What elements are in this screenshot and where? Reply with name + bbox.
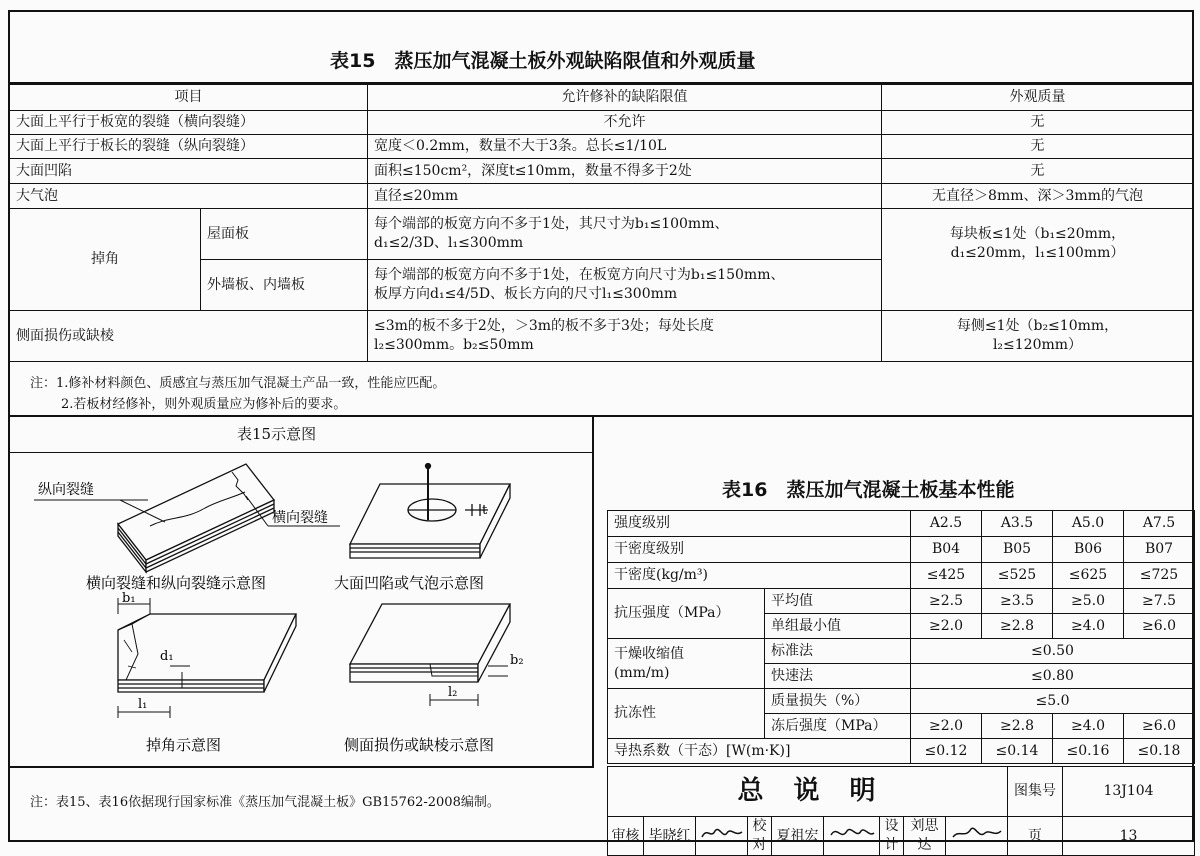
side-item: 侧面损伤或缺棱	[10, 311, 368, 362]
row-item: 大气泡	[10, 184, 368, 209]
corner-wall-sub: 外墙板、内墙板	[201, 260, 368, 311]
density-grade-value: B05	[982, 537, 1053, 563]
checker-name: 夏祖宏	[772, 817, 824, 856]
review-label: 审核	[608, 817, 644, 856]
reviewer-name: 毕晓红	[644, 817, 696, 856]
frost-label: 抗冻性	[608, 689, 765, 739]
avg-label: 平均值	[765, 589, 911, 614]
grade-value: A3.5	[982, 511, 1053, 537]
page-number: 13	[1063, 817, 1195, 856]
thermal-label: 导热系数（干态）[W(m·K)]	[608, 739, 911, 764]
thermal-value: ≤0.12	[911, 739, 982, 764]
corner-wall-limit	[368, 260, 882, 311]
min-value: ≥2.8	[982, 614, 1053, 639]
row-quality: 无	[882, 135, 1194, 159]
density-grade-value: B07	[1124, 537, 1195, 563]
table15-notes	[30, 373, 445, 415]
checker-signature	[824, 817, 880, 856]
b2-label: b₂	[510, 653, 524, 668]
std-label: 标准法	[765, 639, 911, 664]
atlas-number: 13J104	[1063, 767, 1195, 817]
grade-value: A2.5	[911, 511, 982, 537]
table15-title: 表15 蒸压加气混凝土板外观缺陷限值和外观质量	[330, 50, 756, 72]
header-limit: 允许修补的缺陷限值	[368, 85, 882, 111]
row-item: 大面凹陷	[10, 159, 368, 184]
density-grade-value: B06	[1053, 537, 1124, 563]
density-value: ≤725	[1124, 563, 1195, 589]
side-quality-line1: 每侧≤1处（b₂≤10mm，	[956, 318, 1119, 334]
row-limit: 宽度＜0.2mm，数量不大于3条。总长≤1/10L	[368, 135, 882, 159]
row-limit: 直径≤20mm	[368, 184, 882, 209]
row-limit: 不允许	[368, 111, 882, 135]
thermal-value: ≤0.14	[982, 739, 1053, 764]
note-line: 注：1.修补材料颜色、质感宜与蒸压加气混凝土产品一致，性能应匹配。	[30, 376, 446, 391]
b1-label: b₁	[122, 591, 136, 606]
title-block	[607, 766, 1195, 856]
long-crack-label: 纵向裂缝	[38, 482, 94, 498]
t-label: t	[482, 503, 488, 518]
density-grade-value: B04	[911, 537, 982, 563]
row-limit: 面积≤150cm²，深度t≤10mm，数量不得多于2处	[368, 159, 882, 184]
note-line: 2.若板材经修补，则外观质量应为修补后的要求。	[61, 397, 347, 412]
trans-crack-label: 横向裂缝	[272, 510, 328, 526]
fast-value: ≤0.80	[911, 664, 1195, 689]
designer-name: 刘思达	[904, 817, 946, 856]
avg-value: ≥3.5	[982, 589, 1053, 614]
frost-strength-value: ≥4.0	[1053, 714, 1124, 739]
thermal-value: ≤0.16	[1053, 739, 1124, 764]
side-quality-line2: l₂≤120mm）	[992, 337, 1083, 353]
frost-strength-value: ≥6.0	[1124, 714, 1195, 739]
l2-label: l₂	[448, 685, 458, 700]
frost-strength-value: ≥2.8	[982, 714, 1053, 739]
density-label: 干密度(kg/m³)	[608, 563, 911, 589]
caption-corner: 掉角示意图	[146, 736, 222, 754]
header-quality: 外观质量	[882, 85, 1194, 111]
side-limit	[368, 311, 882, 362]
diagram-title: 表15示意图	[237, 425, 317, 443]
mass-loss-label: 质量损失（%）	[765, 689, 911, 714]
footer-note: 注：表15、表16依据现行国家标准《蒸压加气混凝土板》GB15762-2008编制。	[30, 795, 500, 810]
density-value: ≤425	[911, 563, 982, 589]
thermal-value: ≤0.18	[1124, 739, 1195, 764]
check-label: 校对	[748, 817, 772, 856]
compress-label: 抗压强度（MPa）	[608, 589, 765, 639]
mass-loss-value: ≤5.0	[911, 689, 1195, 714]
caption-depression: 大面凹陷或气泡示意图	[334, 574, 485, 592]
footer-divider	[8, 766, 594, 768]
corner-label: 掉角	[10, 209, 201, 311]
page-label: 页	[1008, 817, 1063, 856]
corner-quality-line1: 每块板≤1处（b₁≤20mm，	[949, 226, 1126, 242]
table15	[9, 84, 1194, 362]
side-limit-line1: ≤3m的板不多于2处，＞3m的板不多于3处；每处长度	[374, 318, 714, 334]
frost-strength-label: 冻后强度（MPa）	[765, 714, 911, 739]
corner-quality-line2: d₁≤20mm，l₁≤100mm）	[950, 245, 1125, 261]
drawing-title: 总 说 明	[608, 767, 1008, 817]
crack-slab-drawing	[118, 464, 274, 572]
row-item: 大面上平行于板长的裂缝（纵向裂缝）	[10, 135, 368, 159]
row-item: 大面上平行于板宽的裂缝（横向裂缝）	[10, 111, 368, 135]
avg-value: ≥5.0	[1053, 589, 1124, 614]
corner-roof-limit	[368, 209, 882, 260]
designer-signature	[946, 817, 1008, 856]
grade-value: A7.5	[1124, 511, 1195, 537]
corner-roof-limit-line1: 每个端部的板宽方向不多于1处，其尺寸为b₁≤100mm、	[374, 216, 729, 232]
min-value: ≥4.0	[1053, 614, 1124, 639]
table16-title: 表16 蒸压加气混凝土板基本性能	[722, 479, 1015, 501]
middle-divider	[592, 415, 594, 767]
avg-value: ≥7.5	[1124, 589, 1195, 614]
header-item: 项目	[10, 85, 368, 111]
caption-side: 侧面损伤或缺棱示意图	[344, 736, 495, 754]
side-quality	[882, 311, 1194, 362]
side-limit-line2: l₂≤300mm。b₂≤50mm	[374, 337, 534, 353]
grade-value: A5.0	[1053, 511, 1124, 537]
shrink-label-line2: (mm/m)	[614, 664, 670, 681]
density-value: ≤625	[1053, 563, 1124, 589]
frost-strength-value: ≥2.0	[911, 714, 982, 739]
reviewer-signature	[696, 817, 748, 856]
corner-wall-limit-line2: 板厚方向d₁≤4/5D、板长方向的尺寸l₁≤300mm	[374, 286, 678, 302]
min-value: ≥2.0	[911, 614, 982, 639]
diagram-figure	[10, 454, 592, 764]
min-label: 单组最小值	[765, 614, 911, 639]
density-grade-label: 干密度级别	[608, 537, 911, 563]
notes-divider	[8, 415, 1194, 417]
row-quality: 无	[882, 111, 1194, 135]
caption-cracks: 横向裂缝和纵向裂缝示意图	[86, 574, 267, 592]
corner-roof-sub: 屋面板	[201, 209, 368, 260]
density-value: ≤525	[982, 563, 1053, 589]
d1-label: d₁	[160, 649, 174, 664]
row-quality: 无	[882, 159, 1194, 184]
atlas-label: 图集号	[1008, 767, 1063, 817]
min-value: ≥6.0	[1124, 614, 1195, 639]
diagram-title-divider	[8, 452, 594, 453]
design-label: 设计	[880, 817, 904, 856]
shrink-label-line1: 干燥收缩值	[614, 645, 684, 662]
corner-roof-limit-line2: d₁≤2/3D、l₁≤300mm	[374, 235, 524, 251]
fast-label: 快速法	[765, 664, 911, 689]
shrink-label	[608, 639, 765, 689]
corner-wall-limit-line1: 每个端部的板宽方向不多于1处，在板宽方向尺寸为b₁≤150mm、	[374, 267, 785, 283]
row-quality: 无直径＞8mm、深＞3mm的气泡	[882, 184, 1194, 209]
grade-label: 强度级别	[608, 511, 911, 537]
std-value: ≤0.50	[911, 639, 1195, 664]
avg-value: ≥2.5	[911, 589, 982, 614]
side-slab-drawing	[350, 604, 510, 706]
l1-label: l₁	[138, 697, 148, 712]
corner-quality	[882, 209, 1194, 311]
table16	[607, 510, 1195, 764]
